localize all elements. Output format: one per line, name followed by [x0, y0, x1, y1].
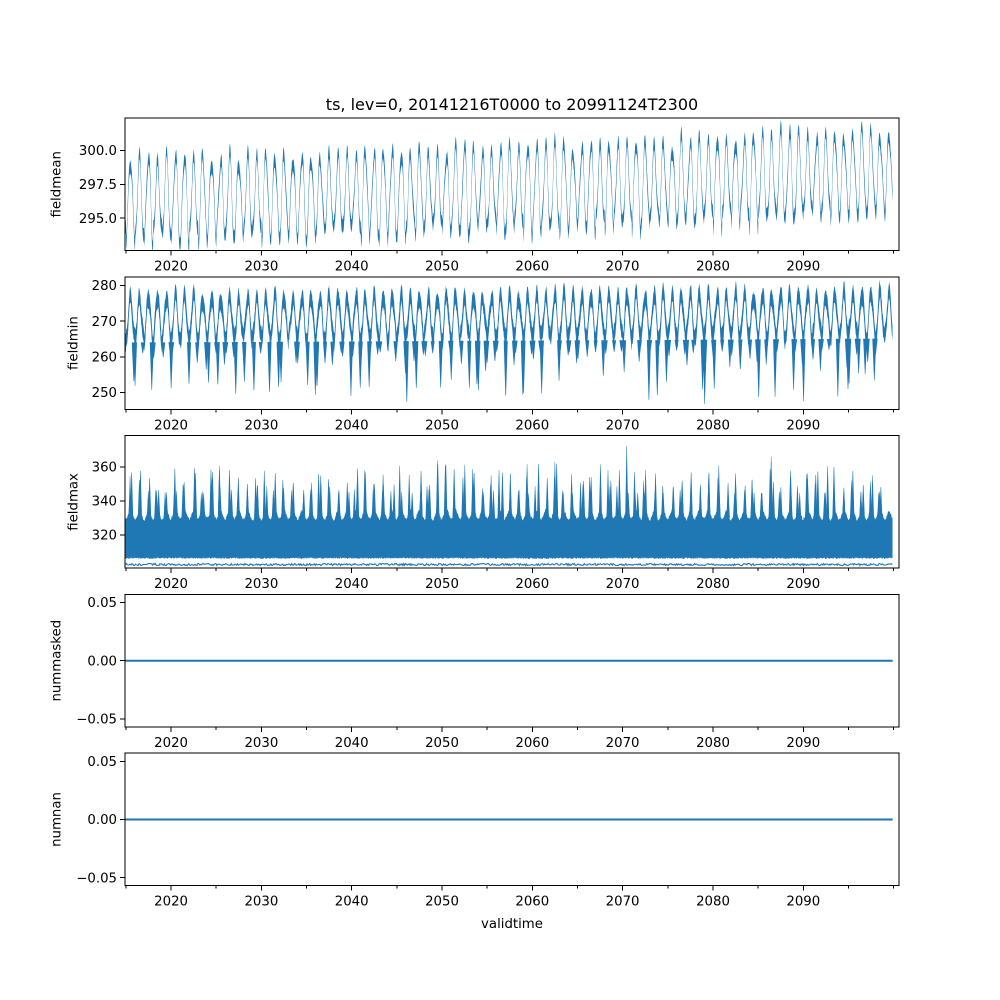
x-tick-label: 2050	[425, 418, 459, 434]
x-tick-label: 2030	[244, 894, 279, 910]
up-spike	[727, 483, 730, 518]
y-tick-label: 300.0	[78, 144, 117, 160]
subplots-group	[50, 118, 900, 910]
y-tick-label: 250	[91, 386, 117, 402]
down-spike	[414, 341, 418, 388]
down-spike	[252, 342, 256, 390]
x-tick-label: 2080	[696, 259, 730, 275]
x-tick-label: 2030	[244, 418, 279, 434]
down-spike	[738, 340, 742, 370]
x-tick-label: 2090	[786, 418, 821, 434]
down-spike	[323, 342, 327, 363]
down-spike	[712, 340, 716, 389]
down-spike	[594, 340, 598, 352]
y-tick-label: 280	[91, 279, 117, 295]
down-spike	[242, 342, 246, 382]
axes-frame	[125, 277, 899, 410]
x-tick-label: 2060	[515, 418, 550, 434]
up-spike	[615, 486, 618, 518]
y-axis-label: nummasked	[49, 619, 65, 702]
x-tick-label: 2070	[605, 735, 640, 751]
x-tick-label: 2020	[154, 577, 189, 593]
down-spike	[268, 342, 272, 392]
down-spike	[675, 340, 679, 351]
x-tick-label: 2050	[425, 577, 459, 593]
down-spike	[259, 342, 263, 354]
up-spike	[398, 466, 401, 518]
x-tick-label: 2050	[425, 735, 459, 751]
down-spike	[439, 341, 443, 388]
down-spike	[802, 339, 806, 401]
y-axis-label: fieldmin	[66, 316, 82, 370]
down-spike	[622, 340, 626, 372]
x-tick-label: 2050	[425, 894, 459, 910]
y-axis-label: fieldmax	[66, 473, 82, 531]
down-spike	[748, 340, 752, 359]
down-spike	[459, 341, 463, 364]
up-spike	[618, 470, 621, 518]
subplot-nummasked	[50, 594, 900, 751]
x-tick-label: 2040	[334, 735, 369, 751]
x-tick-label: 2080	[696, 894, 730, 910]
up-spike	[302, 493, 305, 518]
up-spike	[498, 470, 501, 518]
x-tick-label: 2050	[425, 259, 459, 275]
down-spike	[431, 341, 435, 353]
x-tick-label: 2080	[696, 577, 730, 593]
down-spike	[585, 340, 589, 357]
up-spike	[826, 466, 829, 518]
y-tick-label: 260	[91, 350, 117, 366]
up-spike	[157, 490, 160, 518]
x-tick-label: 2060	[515, 259, 550, 275]
up-spike	[636, 493, 639, 518]
down-spike	[811, 339, 815, 359]
up-spike	[408, 475, 411, 518]
x-tick-label: 2020	[154, 259, 189, 275]
y-tick-label: 270	[91, 314, 117, 330]
x-tick-label: 2090	[786, 735, 821, 751]
up-spike	[353, 489, 356, 518]
down-spike	[857, 339, 861, 374]
series-fieldmin	[126, 280, 893, 404]
up-spike	[625, 446, 628, 518]
x-tick-label: 2060	[515, 735, 550, 751]
y-tick-label: 0.00	[87, 813, 117, 829]
x-tick-label: 2070	[605, 418, 640, 434]
down-spike	[195, 342, 199, 363]
subplot-fieldmax	[67, 436, 900, 592]
x-tick-label: 2090	[786, 577, 821, 593]
up-spike	[654, 473, 657, 518]
x-tick-label: 2070	[605, 894, 640, 910]
x-tick-label: 2070	[605, 577, 640, 593]
subplot-fieldmin	[67, 277, 900, 434]
up-spike	[228, 470, 231, 518]
up-spike	[411, 493, 414, 518]
down-spike	[504, 341, 508, 396]
up-spike	[859, 492, 862, 518]
up-spike	[356, 469, 359, 518]
subplot-fieldmean	[50, 118, 900, 275]
x-tick-label: 2020	[154, 418, 189, 434]
x-tick-label: 2080	[696, 418, 730, 434]
x-tick-label: 2030	[244, 577, 279, 593]
x-tick-label: 2090	[786, 894, 821, 910]
x-tick-label: 2030	[244, 259, 279, 275]
down-spike	[764, 339, 768, 364]
series-fieldmax	[126, 446, 893, 566]
down-spike	[207, 342, 211, 383]
up-spike	[816, 472, 819, 519]
x-tick-label: 2040	[334, 418, 369, 434]
x-axis-label: validtime	[481, 917, 543, 932]
subplot-numnan	[50, 753, 900, 910]
x-tick-label: 2060	[515, 577, 550, 593]
x-tick-label: 2020	[154, 894, 189, 910]
y-tick-label: 0.05	[87, 596, 117, 612]
down-spike	[330, 342, 334, 365]
x-tick-label: 2060	[515, 894, 550, 910]
up-spike	[534, 486, 537, 518]
x-tick-label: 2040	[334, 894, 369, 910]
up-spike	[393, 484, 396, 518]
y-tick-label: 0.00	[87, 654, 117, 670]
y-tick-label: 297.5	[78, 177, 117, 193]
up-spike	[389, 491, 392, 518]
y-axis-label: numnan	[49, 792, 65, 847]
y-tick-label: 0.05	[87, 755, 117, 770]
down-spike	[216, 342, 220, 384]
down-spike	[836, 339, 840, 397]
y-tick-label: 320	[91, 528, 117, 544]
down-spike	[612, 340, 616, 352]
up-spike	[798, 493, 801, 518]
up-spike	[751, 480, 754, 518]
up-spike	[317, 474, 320, 518]
y-tick-label: −0.05	[76, 712, 117, 728]
up-spike	[599, 464, 602, 518]
x-tick-label: 2070	[605, 259, 640, 275]
x-tick-label: 2030	[244, 735, 279, 751]
y-tick-label: 295.0	[78, 211, 117, 227]
down-spike	[169, 342, 173, 388]
down-spike	[306, 342, 310, 385]
x-tick-label: 2040	[334, 259, 369, 275]
baseline-trace	[126, 564, 893, 566]
up-spike	[537, 464, 540, 518]
down-spike	[685, 340, 689, 365]
down-spike	[757, 339, 761, 397]
down-spike	[691, 340, 695, 353]
down-spike	[720, 340, 724, 352]
down-spike	[187, 342, 191, 383]
up-spike	[699, 484, 702, 518]
x-tick-label: 2090	[786, 259, 821, 275]
y-tick-label: 360	[91, 460, 117, 476]
down-spike	[467, 341, 471, 388]
y-tick-label: −0.05	[76, 871, 117, 887]
figure-title: ts, lev=0, 20141216T0000 to 20991124T2300	[325, 95, 699, 114]
series-seasonal-band	[126, 121, 893, 256]
up-spike	[869, 481, 872, 518]
x-tick-label: 2020	[154, 735, 189, 751]
down-spike	[234, 342, 238, 394]
x-tick-label: 2040	[334, 577, 369, 593]
down-spike	[655, 340, 659, 395]
y-tick-label: 340	[91, 494, 117, 510]
series-fieldmean	[126, 121, 893, 256]
y-axis-label: fieldmean	[49, 151, 65, 218]
x-tick-label: 2080	[696, 735, 730, 751]
up-spike	[246, 484, 249, 518]
